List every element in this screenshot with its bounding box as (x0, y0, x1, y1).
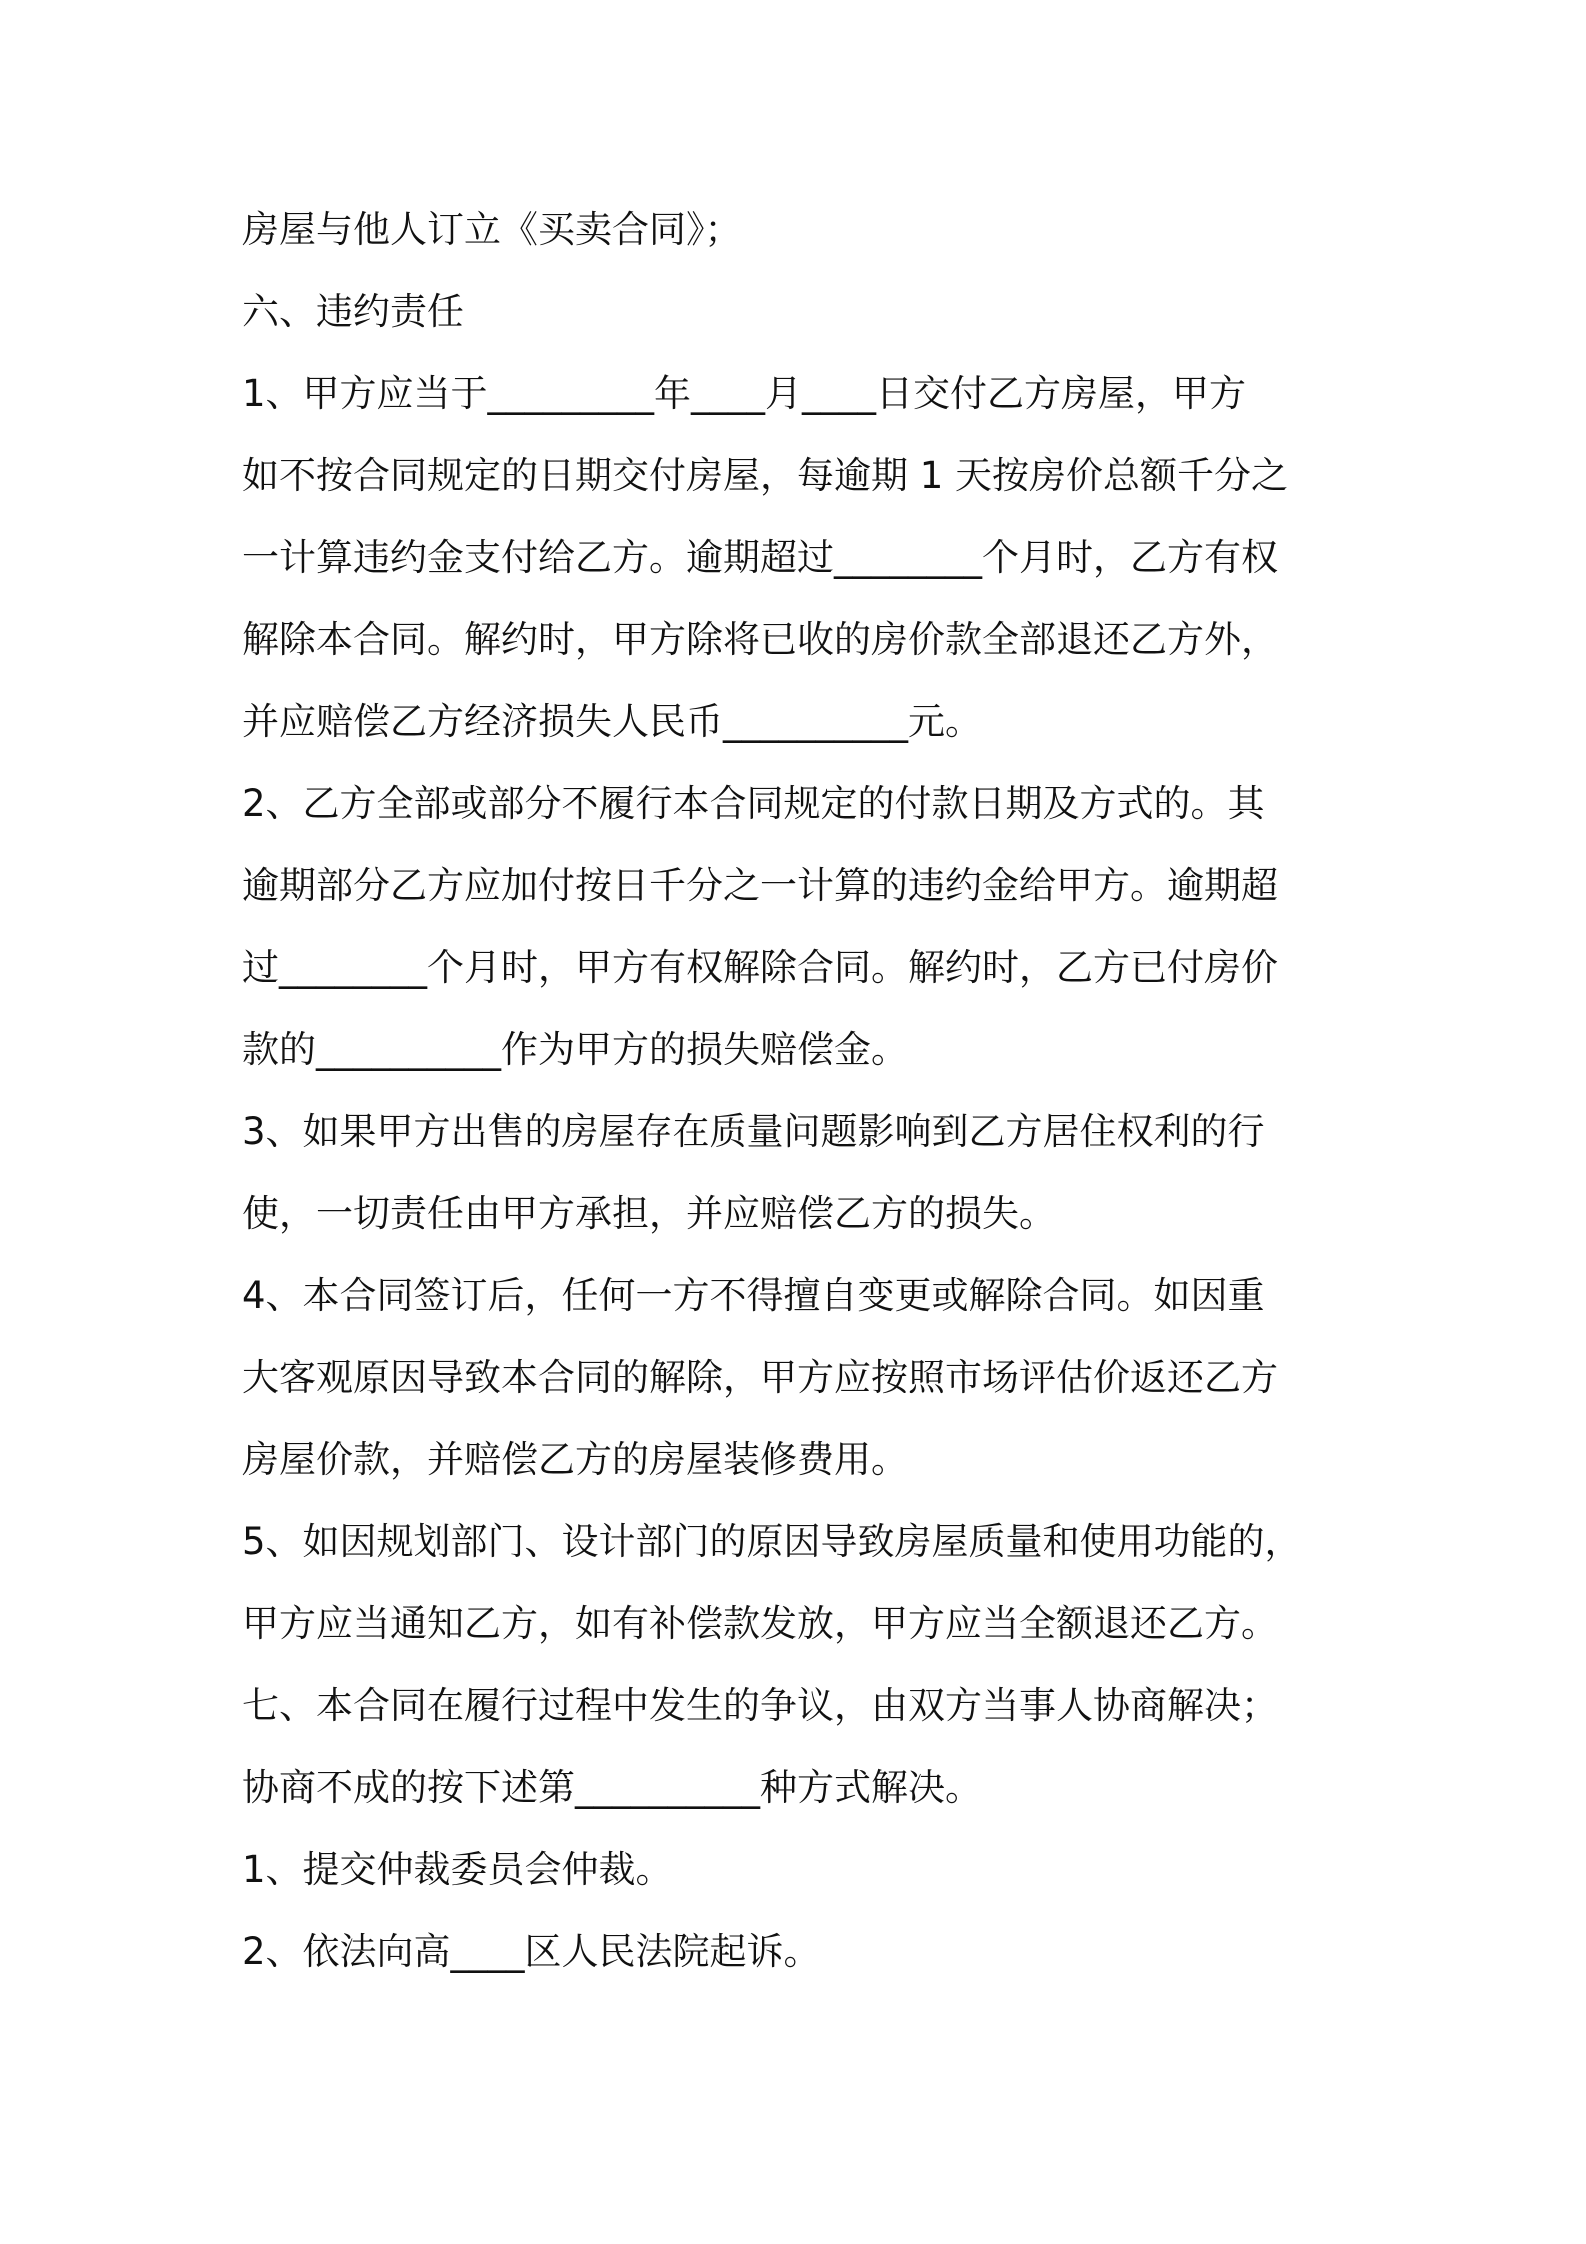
text-line-10: 过________个月时，甲方有权解除合同。解约时，乙方已付房价 (242, 946, 1278, 989)
section-heading-dispute-resolution: 七、本合同在履行过程中发生的争议，由双方当事人协商解决； (242, 1684, 1278, 1727)
text-line-12: 3、如果甲方出售的房屋存在质量问题影响到乙方居住权利的行 (242, 1110, 1265, 1153)
text-line-18: 甲方应当通知乙方，如有补偿款发放，甲方应当全额退还乙方。 (242, 1602, 1278, 1645)
text-line-3: 1、甲方应当于_________年____月____日交付乙方房屋，甲方 (242, 372, 1247, 415)
text-line-17: 5、如因规划部门、设计部门的原因导致房屋质量和使用功能的， (242, 1520, 1302, 1563)
text-line-21: 1、提交仲裁委员会仲裁。 (242, 1848, 673, 1891)
section-heading-breach-liability: 六、违约责任 (242, 290, 464, 333)
text-line-8: 2、乙方全部或部分不履行本合同规定的付款日期及方式的。其 (242, 782, 1265, 825)
text-line-16: 房屋价款，并赔偿乙方的房屋装修费用。 (242, 1438, 908, 1481)
text-line-5: 一计算违约金支付给乙方。逾期超过________个月时，乙方有权 (242, 536, 1278, 579)
text-line-13: 使，一切责任由甲方承担，并应赔偿乙方的损失。 (242, 1192, 1056, 1235)
text-line-15: 大客观原因导致本合同的解除，甲方应按照市场评估价返还乙方 (242, 1356, 1278, 1399)
text-line-11: 款的__________作为甲方的损失赔偿金。 (242, 1028, 908, 1071)
text-line-4: 如不按合同规定的日期交付房屋，每逾期 1 天按房价总额千分之 (242, 454, 1289, 497)
text-line-20: 协商不成的按下述第__________种方式解决。 (242, 1766, 982, 1809)
text-line-7: 并应赔偿乙方经济损失人民币__________元。 (242, 700, 982, 743)
text-line-9: 逾期部分乙方应加付按日千分之一计算的违约金给甲方。逾期超 (242, 864, 1278, 907)
text-line-22: 2、依法向高____区人民法院起诉。 (242, 1930, 821, 1973)
text-line-1: 房屋与他人订立《买卖合同》； (242, 208, 742, 251)
text-line-6: 解除本合同。解约时，甲方除将已收的房价款全部退还乙方外， (242, 618, 1278, 661)
text-line-14: 4、本合同签订后，任何一方不得擅自变更或解除合同。如因重 (242, 1274, 1265, 1317)
